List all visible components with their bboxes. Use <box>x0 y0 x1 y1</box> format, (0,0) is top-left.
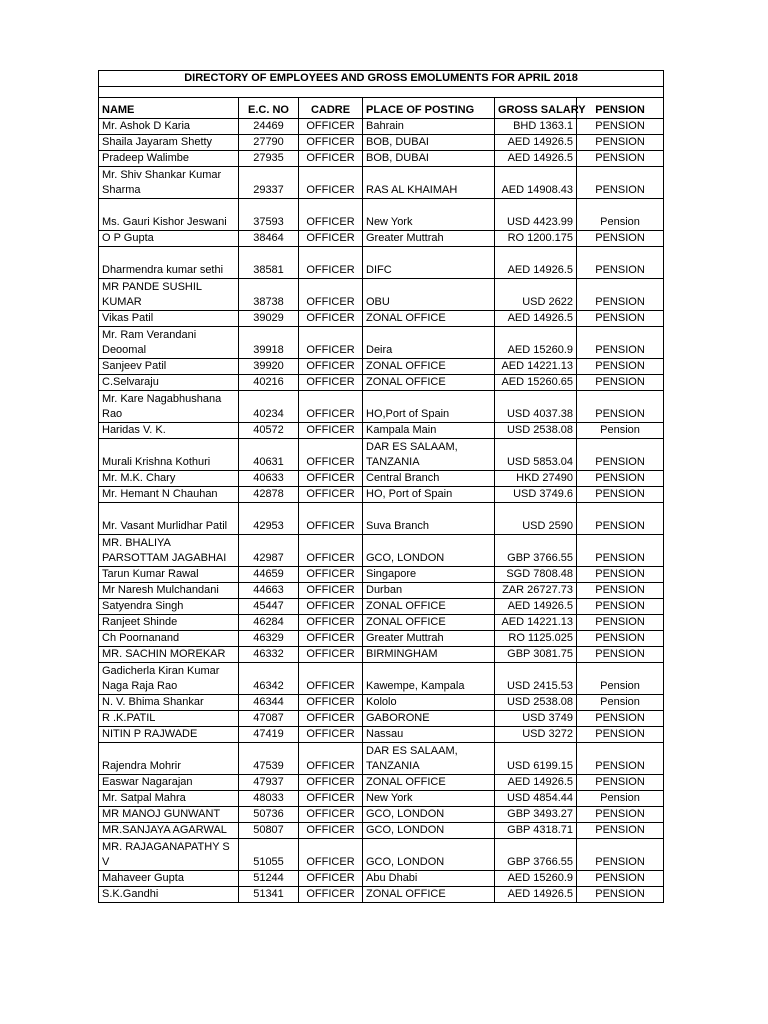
header-gross-salary: GROSS SALARY <box>495 98 577 119</box>
table-row <box>99 503 664 535</box>
cell-place-of-posting: ZONAL OFFICE <box>363 311 495 327</box>
cell-pension: PENSION <box>577 631 664 647</box>
cell-name: MR. SACHIN MOREKAR <box>99 647 239 663</box>
cell-cadre: OFFICER <box>299 775 363 791</box>
cell-cadre: OFFICER <box>299 791 363 807</box>
table-row <box>99 279 664 311</box>
cell-place-of-posting: BOB, DUBAI <box>363 151 495 167</box>
cell-pension: PENSION <box>577 599 664 615</box>
cell-ec-no: 27790 <box>239 135 299 151</box>
cell-gross-salary: USD 2538.08 <box>495 423 577 439</box>
cell-pension: PENSION <box>577 311 664 327</box>
cell-name: Vikas Patil <box>99 311 239 327</box>
cell-cadre: OFFICER <box>299 647 363 663</box>
cell-name: Tarun Kumar Rawal <box>99 567 239 583</box>
table-row <box>99 743 664 775</box>
cell-name: O P Gupta <box>99 231 239 247</box>
cell-gross-salary: GBP 3766.55 <box>495 535 577 567</box>
cell-gross-salary: RO 1200.175 <box>495 231 577 247</box>
cell-gross-salary: SGD 7808.48 <box>495 567 577 583</box>
cell-gross-salary: HKD 27490 <box>495 471 577 487</box>
cell-gross-salary: USD 3272 <box>495 727 577 743</box>
cell-place-of-posting: RAS AL KHAIMAH <box>363 167 495 199</box>
cell-cadre: OFFICER <box>299 487 363 503</box>
cell-ec-no: 42878 <box>239 487 299 503</box>
cell-cadre: OFFICER <box>299 887 363 903</box>
cell-pension: Pension <box>577 423 664 439</box>
cell-gross-salary: AED 14221.13 <box>495 359 577 375</box>
cell-name: Mr. M.K. Chary <box>99 471 239 487</box>
cell-ec-no: 46284 <box>239 615 299 631</box>
cell-pension: PENSION <box>577 567 664 583</box>
table-row <box>99 231 664 247</box>
cell-ec-no: 50736 <box>239 807 299 823</box>
cell-cadre: OFFICER <box>299 727 363 743</box>
cell-ec-no: 40216 <box>239 375 299 391</box>
cell-cadre: OFFICER <box>299 119 363 135</box>
cell-gross-salary: USD 6199.15 <box>495 743 577 775</box>
cell-ec-no: 44659 <box>239 567 299 583</box>
table-row <box>99 135 664 151</box>
spacer-cell <box>99 87 664 98</box>
cell-pension: PENSION <box>577 647 664 663</box>
cell-name: Mr Naresh Mulchandani <box>99 583 239 599</box>
table-row <box>99 567 664 583</box>
table-row <box>99 823 664 839</box>
cell-name: R .K.PATIL <box>99 711 239 727</box>
cell-pension: PENSION <box>577 119 664 135</box>
cell-ec-no: 47937 <box>239 775 299 791</box>
cell-ec-no: 42953 <box>239 503 299 535</box>
cell-pension: PENSION <box>577 439 664 471</box>
table-row <box>99 167 664 199</box>
cell-name: Mahaveer Gupta <box>99 871 239 887</box>
cell-place-of-posting: Deira <box>363 327 495 359</box>
table-row <box>99 151 664 167</box>
cell-place-of-posting: Nassau <box>363 727 495 743</box>
cell-name: Mr. Shiv Shankar Kumar Sharma <box>99 167 239 199</box>
cell-name: Gadicherla Kiran Kumar Naga Raja Rao <box>99 663 239 695</box>
cell-pension: PENSION <box>577 487 664 503</box>
cell-place-of-posting: Singapore <box>363 567 495 583</box>
cell-gross-salary: GBP 3081.75 <box>495 647 577 663</box>
cell-ec-no: 29337 <box>239 167 299 199</box>
cell-gross-salary: USD 3749.6 <box>495 487 577 503</box>
cell-pension: PENSION <box>577 839 664 871</box>
cell-gross-salary: USD 2622 <box>495 279 577 311</box>
cell-pension: Pension <box>577 695 664 711</box>
cell-name: Satyendra Singh <box>99 599 239 615</box>
table-row <box>99 439 664 471</box>
cell-place-of-posting: Durban <box>363 583 495 599</box>
cell-cadre: OFFICER <box>299 711 363 727</box>
cell-cadre: OFFICER <box>299 631 363 647</box>
cell-cadre: OFFICER <box>299 663 363 695</box>
cell-ec-no: 40234 <box>239 391 299 423</box>
cell-cadre: OFFICER <box>299 807 363 823</box>
cell-gross-salary: AED 15260.9 <box>495 327 577 359</box>
cell-pension: PENSION <box>577 359 664 375</box>
cell-place-of-posting: New York <box>363 791 495 807</box>
cell-ec-no: 40631 <box>239 439 299 471</box>
cell-place-of-posting: Abu Dhabi <box>363 871 495 887</box>
cell-place-of-posting: BOB, DUBAI <box>363 135 495 151</box>
cell-cadre: OFFICER <box>299 743 363 775</box>
cell-pension: PENSION <box>577 375 664 391</box>
cell-ec-no: 51244 <box>239 871 299 887</box>
cell-gross-salary: USD 4854.44 <box>495 791 577 807</box>
cell-name: Haridas V. K. <box>99 423 239 439</box>
cell-place-of-posting: GCO, LONDON <box>363 839 495 871</box>
cell-name: Sanjeev Patil <box>99 359 239 375</box>
cell-pension: PENSION <box>577 823 664 839</box>
cell-name: MR PANDE SUSHIL KUMAR <box>99 279 239 311</box>
cell-cadre: OFFICER <box>299 375 363 391</box>
cell-cadre: OFFICER <box>299 327 363 359</box>
cell-gross-salary: AED 14926.5 <box>495 775 577 791</box>
cell-pension: PENSION <box>577 583 664 599</box>
cell-cadre: OFFICER <box>299 359 363 375</box>
cell-pension: PENSION <box>577 887 664 903</box>
table-row <box>99 647 664 663</box>
cell-gross-salary: AED 14926.5 <box>495 151 577 167</box>
cell-cadre: OFFICER <box>299 839 363 871</box>
cell-cadre: OFFICER <box>299 599 363 615</box>
cell-cadre: OFFICER <box>299 439 363 471</box>
cell-name: Shaila Jayaram Shetty <box>99 135 239 151</box>
cell-ec-no: 51341 <box>239 887 299 903</box>
cell-cadre: OFFICER <box>299 567 363 583</box>
table-row <box>99 631 664 647</box>
cell-gross-salary: USD 4037.38 <box>495 391 577 423</box>
cell-name: Ms. Gauri Kishor Jeswani <box>99 199 239 231</box>
cell-gross-salary: AED 14926.5 <box>495 247 577 279</box>
table-row <box>99 615 664 631</box>
cell-place-of-posting: Kawempe, Kampala <box>363 663 495 695</box>
table-row <box>99 839 664 871</box>
cell-pension: PENSION <box>577 503 664 535</box>
cell-gross-salary: BHD 1363.1 <box>495 119 577 135</box>
cell-ec-no: 47087 <box>239 711 299 727</box>
cell-cadre: OFFICER <box>299 503 363 535</box>
table-row <box>99 199 664 231</box>
cell-name: Ranjeet Shinde <box>99 615 239 631</box>
cell-name: MR. BHALIYA PARSOTTAM JAGABHAI <box>99 535 239 567</box>
cell-name: MR. RAJAGANAPATHY S V <box>99 839 239 871</box>
table-row <box>99 119 664 135</box>
cell-place-of-posting: ZONAL OFFICE <box>363 359 495 375</box>
cell-ec-no: 46332 <box>239 647 299 663</box>
cell-cadre: OFFICER <box>299 823 363 839</box>
cell-pension: PENSION <box>577 727 664 743</box>
cell-place-of-posting: ZONAL OFFICE <box>363 615 495 631</box>
cell-gross-salary: USD 2415.53 <box>495 663 577 695</box>
cell-gross-salary: RO 1125.025 <box>495 631 577 647</box>
cell-cadre: OFFICER <box>299 167 363 199</box>
cell-pension: Pension <box>577 199 664 231</box>
header-place-of-posting: PLACE OF POSTING <box>363 98 495 119</box>
cell-place-of-posting: GABORONE <box>363 711 495 727</box>
cell-ec-no: 40572 <box>239 423 299 439</box>
cell-pension: PENSION <box>577 535 664 567</box>
cell-gross-salary: GBP 3493.27 <box>495 807 577 823</box>
cell-place-of-posting: GCO, LONDON <box>363 535 495 567</box>
table-row <box>99 711 664 727</box>
document-title: DIRECTORY OF EMPLOYEES AND GROSS EMOLUMENTS FOR APRIL 2018 <box>99 71 664 87</box>
table-row <box>99 791 664 807</box>
cell-name: Mr. Ashok D Karia <box>99 119 239 135</box>
cell-place-of-posting: DAR ES SALAAM, TANZANIA <box>363 439 495 471</box>
table-row <box>99 487 664 503</box>
cell-gross-salary: AED 14221.13 <box>495 615 577 631</box>
cell-cadre: OFFICER <box>299 535 363 567</box>
cell-cadre: OFFICER <box>299 279 363 311</box>
table-row <box>99 359 664 375</box>
cell-ec-no: 46344 <box>239 695 299 711</box>
cell-cadre: OFFICER <box>299 231 363 247</box>
cell-pension: PENSION <box>577 135 664 151</box>
cell-pension: PENSION <box>577 871 664 887</box>
cell-ec-no: 38464 <box>239 231 299 247</box>
table-row <box>99 471 664 487</box>
cell-name: Mr. Satpal Mahra <box>99 791 239 807</box>
table-row <box>99 807 664 823</box>
cell-place-of-posting: Suva Branch <box>363 503 495 535</box>
cell-ec-no: 47419 <box>239 727 299 743</box>
cell-pension: PENSION <box>577 807 664 823</box>
cell-ec-no: 39029 <box>239 311 299 327</box>
table-row <box>99 375 664 391</box>
table-row <box>99 871 664 887</box>
cell-gross-salary: AED 14926.5 <box>495 135 577 151</box>
cell-ec-no: 44663 <box>239 583 299 599</box>
cell-ec-no: 50807 <box>239 823 299 839</box>
table-row <box>99 311 664 327</box>
cell-name: S.K.Gandhi <box>99 887 239 903</box>
cell-pension: PENSION <box>577 471 664 487</box>
table-row <box>99 423 664 439</box>
cell-name: Mr. Ram Verandani Deoomal <box>99 327 239 359</box>
cell-cadre: OFFICER <box>299 247 363 279</box>
cell-place-of-posting: OBU <box>363 279 495 311</box>
cell-ec-no: 24469 <box>239 119 299 135</box>
cell-cadre: OFFICER <box>299 871 363 887</box>
cell-pension: PENSION <box>577 279 664 311</box>
cell-name: Murali Krishna Kothuri <box>99 439 239 471</box>
cell-gross-salary: USD 3749 <box>495 711 577 727</box>
cell-place-of-posting: New York <box>363 199 495 231</box>
cell-cadre: OFFICER <box>299 311 363 327</box>
cell-cadre: OFFICER <box>299 583 363 599</box>
cell-pension: PENSION <box>577 391 664 423</box>
header-name: NAME <box>99 98 239 119</box>
cell-gross-salary: AED 14926.5 <box>495 311 577 327</box>
cell-name: Dharmendra kumar sethi <box>99 247 239 279</box>
table-row <box>99 327 664 359</box>
cell-ec-no: 46342 <box>239 663 299 695</box>
cell-place-of-posting: Bahrain <box>363 119 495 135</box>
cell-name: Ch Poornanand <box>99 631 239 647</box>
cell-gross-salary: AED 14926.5 <box>495 887 577 903</box>
cell-place-of-posting: Greater Muttrah <box>363 231 495 247</box>
cell-place-of-posting: Kololo <box>363 695 495 711</box>
cell-place-of-posting: GCO, LONDON <box>363 807 495 823</box>
cell-name: Mr. Kare Nagabhushana Rao <box>99 391 239 423</box>
table-row <box>99 775 664 791</box>
cell-ec-no: 48033 <box>239 791 299 807</box>
cell-place-of-posting: GCO, LONDON <box>363 823 495 839</box>
employee-directory-table <box>98 70 664 903</box>
cell-cadre: OFFICER <box>299 423 363 439</box>
cell-name: Rajendra Mohrir <box>99 743 239 775</box>
table-row <box>99 663 664 695</box>
cell-name: MR MANOJ GUNWANT <box>99 807 239 823</box>
cell-pension: PENSION <box>577 151 664 167</box>
header-row <box>99 98 664 119</box>
cell-place-of-posting: ZONAL OFFICE <box>363 599 495 615</box>
cell-name: Pradeep Walimbe <box>99 151 239 167</box>
cell-gross-salary: USD 4423.99 <box>495 199 577 231</box>
cell-pension: PENSION <box>577 327 664 359</box>
title-row <box>99 71 664 87</box>
cell-cadre: OFFICER <box>299 471 363 487</box>
cell-gross-salary: USD 2538.08 <box>495 695 577 711</box>
cell-gross-salary: USD 2590 <box>495 503 577 535</box>
header-pension: PENSION <box>577 98 664 119</box>
cell-place-of-posting: Kampala Main <box>363 423 495 439</box>
cell-ec-no: 46329 <box>239 631 299 647</box>
cell-name: C.Selvaraju <box>99 375 239 391</box>
cell-ec-no: 47539 <box>239 743 299 775</box>
cell-pension: PENSION <box>577 615 664 631</box>
cell-gross-salary: AED 15260.65 <box>495 375 577 391</box>
cell-name: NITIN P RAJWADE <box>99 727 239 743</box>
cell-ec-no: 38738 <box>239 279 299 311</box>
cell-cadre: OFFICER <box>299 199 363 231</box>
header-cadre: CADRE <box>299 98 363 119</box>
cell-cadre: OFFICER <box>299 391 363 423</box>
cell-ec-no: 51055 <box>239 839 299 871</box>
table-row <box>99 247 664 279</box>
cell-gross-salary: AED 15260.9 <box>495 871 577 887</box>
cell-pension: PENSION <box>577 743 664 775</box>
cell-cadre: OFFICER <box>299 615 363 631</box>
table-row <box>99 887 664 903</box>
cell-place-of-posting: Central Branch <box>363 471 495 487</box>
cell-ec-no: 37593 <box>239 199 299 231</box>
cell-ec-no: 38581 <box>239 247 299 279</box>
cell-gross-salary: GBP 3766.55 <box>495 839 577 871</box>
cell-pension: PENSION <box>577 247 664 279</box>
cell-ec-no: 40633 <box>239 471 299 487</box>
table-row <box>99 695 664 711</box>
cell-place-of-posting: HO, Port of Spain <box>363 487 495 503</box>
table-row <box>99 535 664 567</box>
cell-gross-salary: AED 14908.43 <box>495 167 577 199</box>
cell-pension: PENSION <box>577 711 664 727</box>
cell-cadre: OFFICER <box>299 151 363 167</box>
table-row <box>99 599 664 615</box>
cell-gross-salary: ZAR 26727.73 <box>495 583 577 599</box>
cell-place-of-posting: Greater Muttrah <box>363 631 495 647</box>
cell-pension: PENSION <box>577 167 664 199</box>
cell-name: Mr. Vasant Murlidhar Patil <box>99 503 239 535</box>
cell-gross-salary: USD 5853.04 <box>495 439 577 471</box>
cell-cadre: OFFICER <box>299 135 363 151</box>
cell-ec-no: 39918 <box>239 327 299 359</box>
cell-ec-no: 27935 <box>239 151 299 167</box>
cell-ec-no: 39920 <box>239 359 299 375</box>
cell-name: Easwar Nagarajan <box>99 775 239 791</box>
table-body <box>99 119 664 903</box>
cell-cadre: OFFICER <box>299 695 363 711</box>
table-row <box>99 583 664 599</box>
cell-place-of-posting: ZONAL OFFICE <box>363 375 495 391</box>
cell-gross-salary: GBP 4318.71 <box>495 823 577 839</box>
cell-place-of-posting: BIRMINGHAM <box>363 647 495 663</box>
cell-place-of-posting: HO,Port of Spain <box>363 391 495 423</box>
cell-ec-no: 45447 <box>239 599 299 615</box>
cell-name: Mr. Hemant N Chauhan <box>99 487 239 503</box>
table-row <box>99 727 664 743</box>
cell-gross-salary: AED 14926.5 <box>495 599 577 615</box>
cell-place-of-posting: ZONAL OFFICE <box>363 775 495 791</box>
cell-pension: PENSION <box>577 775 664 791</box>
cell-pension: Pension <box>577 663 664 695</box>
cell-name: MR.SANJAYA AGARWAL <box>99 823 239 839</box>
cell-place-of-posting: DAR ES SALAAM, TANZANIA <box>363 743 495 775</box>
cell-place-of-posting: ZONAL OFFICE <box>363 887 495 903</box>
cell-pension: Pension <box>577 791 664 807</box>
cell-name: N. V. Bhima Shankar <box>99 695 239 711</box>
cell-pension: PENSION <box>577 231 664 247</box>
table-row <box>99 391 664 423</box>
cell-ec-no: 42987 <box>239 535 299 567</box>
header-ec-no: E.C. NO <box>239 98 299 119</box>
spacer-row <box>99 87 664 98</box>
cell-place-of-posting: DIFC <box>363 247 495 279</box>
